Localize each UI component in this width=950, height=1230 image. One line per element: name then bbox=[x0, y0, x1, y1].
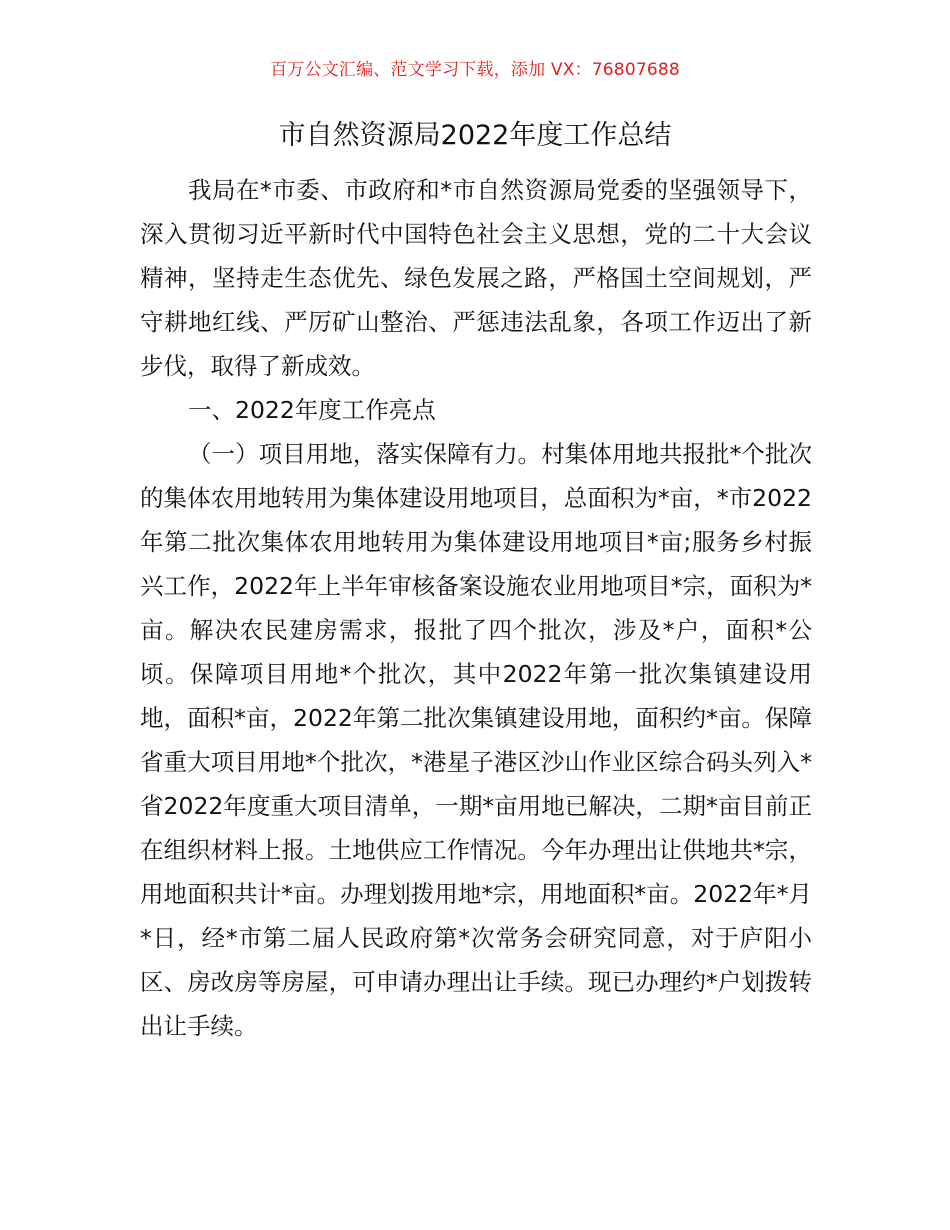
project-land-paragraph: （一）项目用地，落实保障有力。村集体用地共报批*个批次的集体农用地转用为集体建设用地项目，总面积为*亩，*市2022年第二批次集体农用地转用为集体建设用地项目*亩;服务乡村振兴工作，2022年上半年审核备案设施农业用地项目*宗，面积为*亩。解决农民建房需求，报批了四个批次，涉及*户，面积*公顷。保障项目用地*个批次，其中2022年第一批次集镇建设用地，面积*亩，2022年第二批次集镇建设用地，面积约*亩。保障省重大项目用地*个批次，*港星子港区沙山作业区综合码头列入*省2022年度重大项目清单，一期*亩用地已解决，二期*亩目前正在组织材料上报。土地供应工作情况。今年办理出让供地共*宗，用地面积共计*亩。办理划拨用地*宗，用地面积*亩。2022年*月*日，经*市第二届人民政府第*次常务会研究同意，对于庐阳小区、房改房等房屋，可申请办理出让手续。现已办理约*户划拨转出让手续。 bbox=[140, 440, 812, 1040]
document-title: 市自然资源局2022年度工作总结 bbox=[278, 120, 672, 151]
intro-paragraph: 我局在*市委、市政府和*市自然资源局党委的坚强领导下，深入贯彻习近平新时代中国特色社会主义思想，党的二十大会议精神，坚持走生态优先、绿色发展之路，严格国土空间规划，严守耕地红线、严厉矿山整治、严惩违法乱象，各项工作迈出了新步伐，取得了新成效。 bbox=[140, 176, 812, 380]
section-heading: 一、2022年度工作亮点 bbox=[188, 396, 436, 424]
document-body bbox=[140, 168, 812, 1048]
watermark-banner: 百万公文汇编、范文学习下载，添加 VX：76807688 bbox=[270, 60, 680, 80]
